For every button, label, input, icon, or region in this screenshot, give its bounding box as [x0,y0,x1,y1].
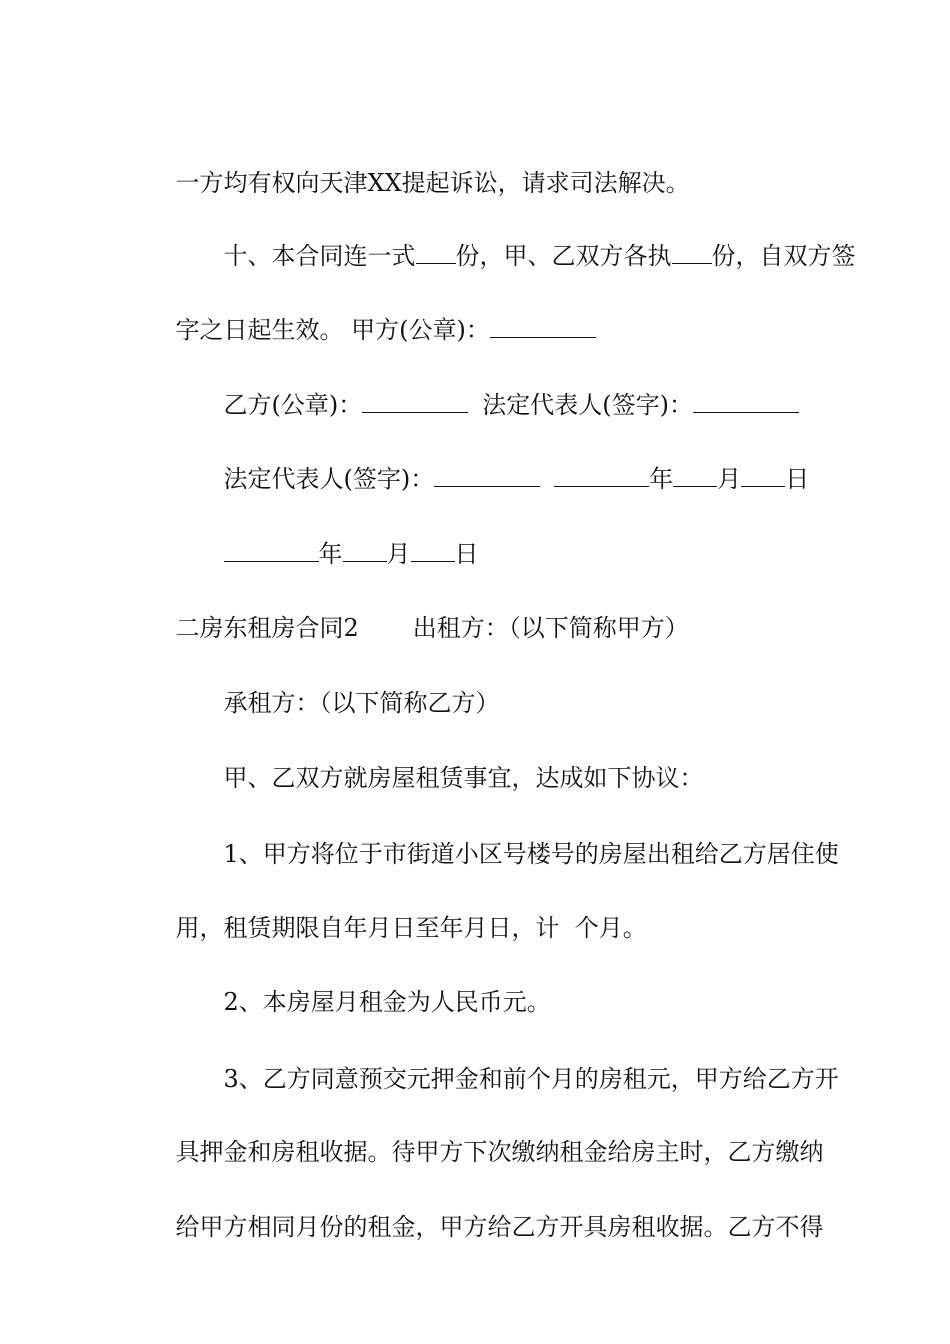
text: 日 [785,465,810,493]
text: 甲、乙双方就房屋租赁事宜，达成如下协议： [223,764,704,792]
text: 份，甲、乙双方各执 [455,242,672,270]
legal-rep-signature-blank [693,390,799,413]
text: 3、乙方同意预交元押金和前个月的房租元，甲方给乙方开 [223,1065,839,1093]
text: 给甲方相同月份的租金，甲方给乙方开具房租收据。乙方不得 [175,1213,824,1241]
text: 一方均有权向天津XX提起诉讼，请求司法解决。 [175,169,690,197]
text: 字之日起生效。 甲方(公章)： [175,316,490,344]
text: 年 [649,465,674,493]
copies-each-blank [672,241,712,264]
text: 法定代表人(签字)： [223,465,435,493]
text: 用，租赁期限自年月日至年月日，计 个月。 [175,914,647,942]
party-b-seal-blank [362,390,468,413]
text: 月 [386,540,411,568]
text: 年 [318,540,343,568]
day-blank [741,464,785,487]
lessor-label: 出租方：（以下简称甲方） [412,614,689,642]
copies-blank [416,241,456,264]
text: 日 [454,540,479,568]
text: 十、本合同连一式 [223,242,416,270]
clause-3-line-3 [145,1182,824,1272]
text: 2、本房屋月租金为人民币元。 [223,988,551,1016]
year-blank-2 [224,539,319,562]
text: 承租方：（以下简称乙方） [223,689,500,717]
month-blank-2 [343,539,387,562]
text: 份，自双方签 [711,242,856,270]
text: 具押金和房租收据。待甲方下次缴纳租金给房主时，乙方缴纳 [175,1138,824,1166]
text: 月 [717,465,742,493]
day-blank-2 [411,539,455,562]
text: 乙方(公章)： [223,391,363,419]
text: 1、甲方将位于市街道小区号楼号的房屋出租给乙方居住使 [223,840,839,868]
party-a-seal-blank [490,315,596,338]
legal-rep-signature-blank-2 [434,464,540,487]
contract-title: 二房东租房合同2 [175,614,359,642]
year-blank [554,464,649,487]
month-blank [673,464,717,487]
text: 法定代表人(签字)： [482,391,693,419]
